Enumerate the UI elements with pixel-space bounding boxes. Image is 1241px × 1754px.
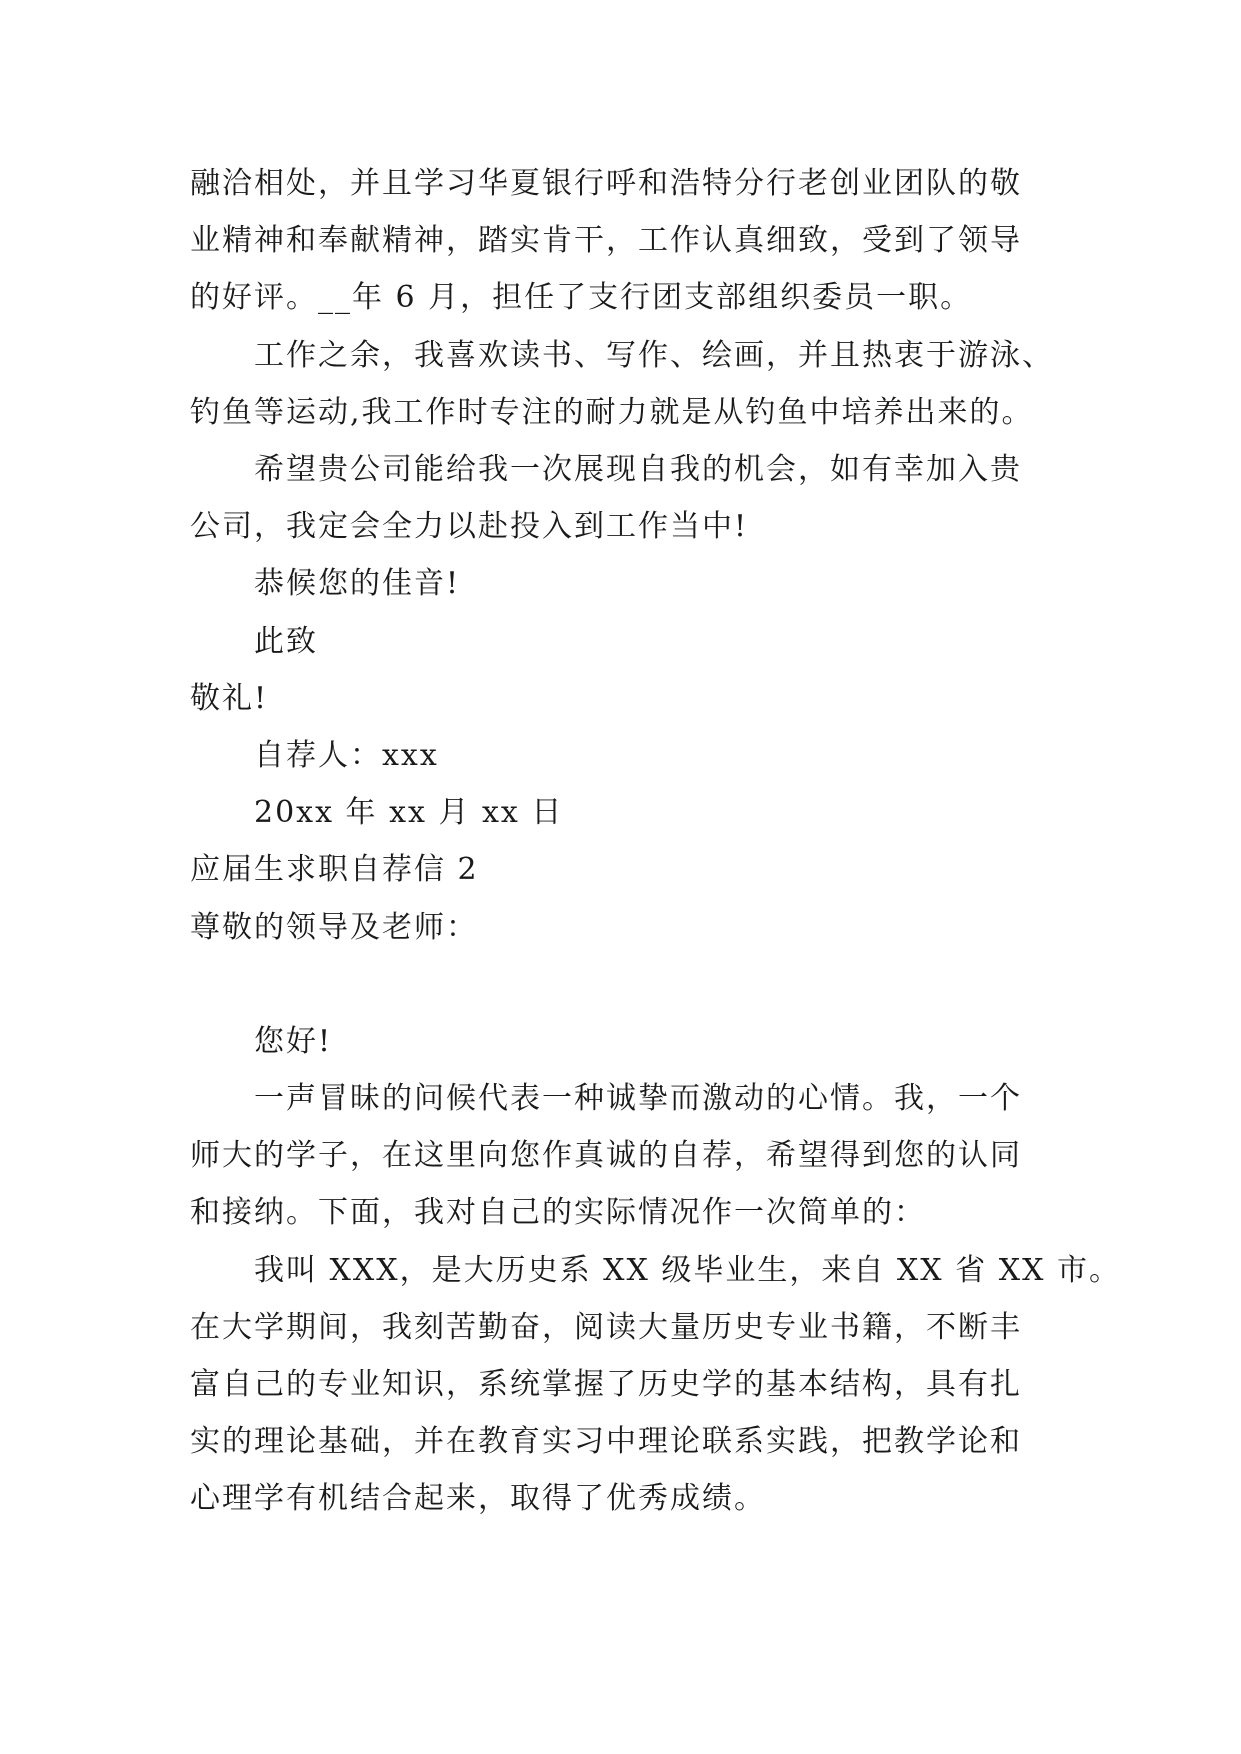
greeting: 您好!: [254, 1024, 333, 1059]
paragraph-line: 工作之余，我喜欢读书、写作、绘画，并且热衷于游泳、: [254, 338, 1054, 373]
paragraph-line: 在大学期间，我刻苦勤奋，阅读大量历史专业书籍，不断丰: [190, 1310, 1022, 1345]
salutation: 尊敬的领导及老师：: [190, 910, 478, 945]
paragraph-line: 实的理论基础，并在教育实习中理论联系实践，把教学论和: [190, 1424, 1022, 1459]
closing-line: 敬礼!: [190, 681, 269, 716]
paragraph-line: 公司，我定会全力以赴投入到工作当中!: [190, 509, 749, 544]
paragraph-line: 和接纳。下面，我对自己的实际情况作一次简单的：: [190, 1195, 926, 1230]
paragraph-line: 一声冒昧的问候代表一种诚挚而激动的心情。我，一个: [254, 1081, 1022, 1116]
paragraph-line: 希望贵公司能给我一次展现自我的机会，如有幸加入贵: [254, 452, 1022, 487]
paragraph-line: 富自己的专业知识，系统掌握了历史学的基本结构，具有扎: [190, 1367, 1022, 1402]
closing-line: 此致: [254, 624, 318, 659]
paragraph-line: 心理学有机结合起来，取得了优秀成绩。: [190, 1481, 766, 1516]
paragraph-line: 我叫 XXX，是大历史系 XX 级毕业生，来自 XX 省 XX 市。: [254, 1253, 1121, 1288]
paragraph-line: 师大的学子，在这里向您作真诚的自荐，希望得到您的认同: [190, 1138, 1022, 1173]
date-line: 20xx 年 xx 月 xx 日: [254, 795, 564, 830]
paragraph-line: 融洽相处，并且学习华夏银行呼和浩特分行老创业团队的敬: [190, 166, 1022, 201]
paragraph-line: 的好评。__年 6 月，担任了支行团支部组织委员一职。: [190, 280, 973, 315]
signature-line: 自荐人：xxx: [254, 738, 439, 773]
paragraph-line: 钓鱼等运动,我工作时专注的耐力就是从钓鱼中培养出来的。: [190, 395, 1034, 430]
section-title: 应届生求职自荐信 2: [190, 852, 479, 887]
paragraph-line: 恭候您的佳音!: [254, 566, 461, 601]
paragraph-line: 业精神和奉献精神，踏实肯干，工作认真细致，受到了领导: [190, 223, 1022, 258]
